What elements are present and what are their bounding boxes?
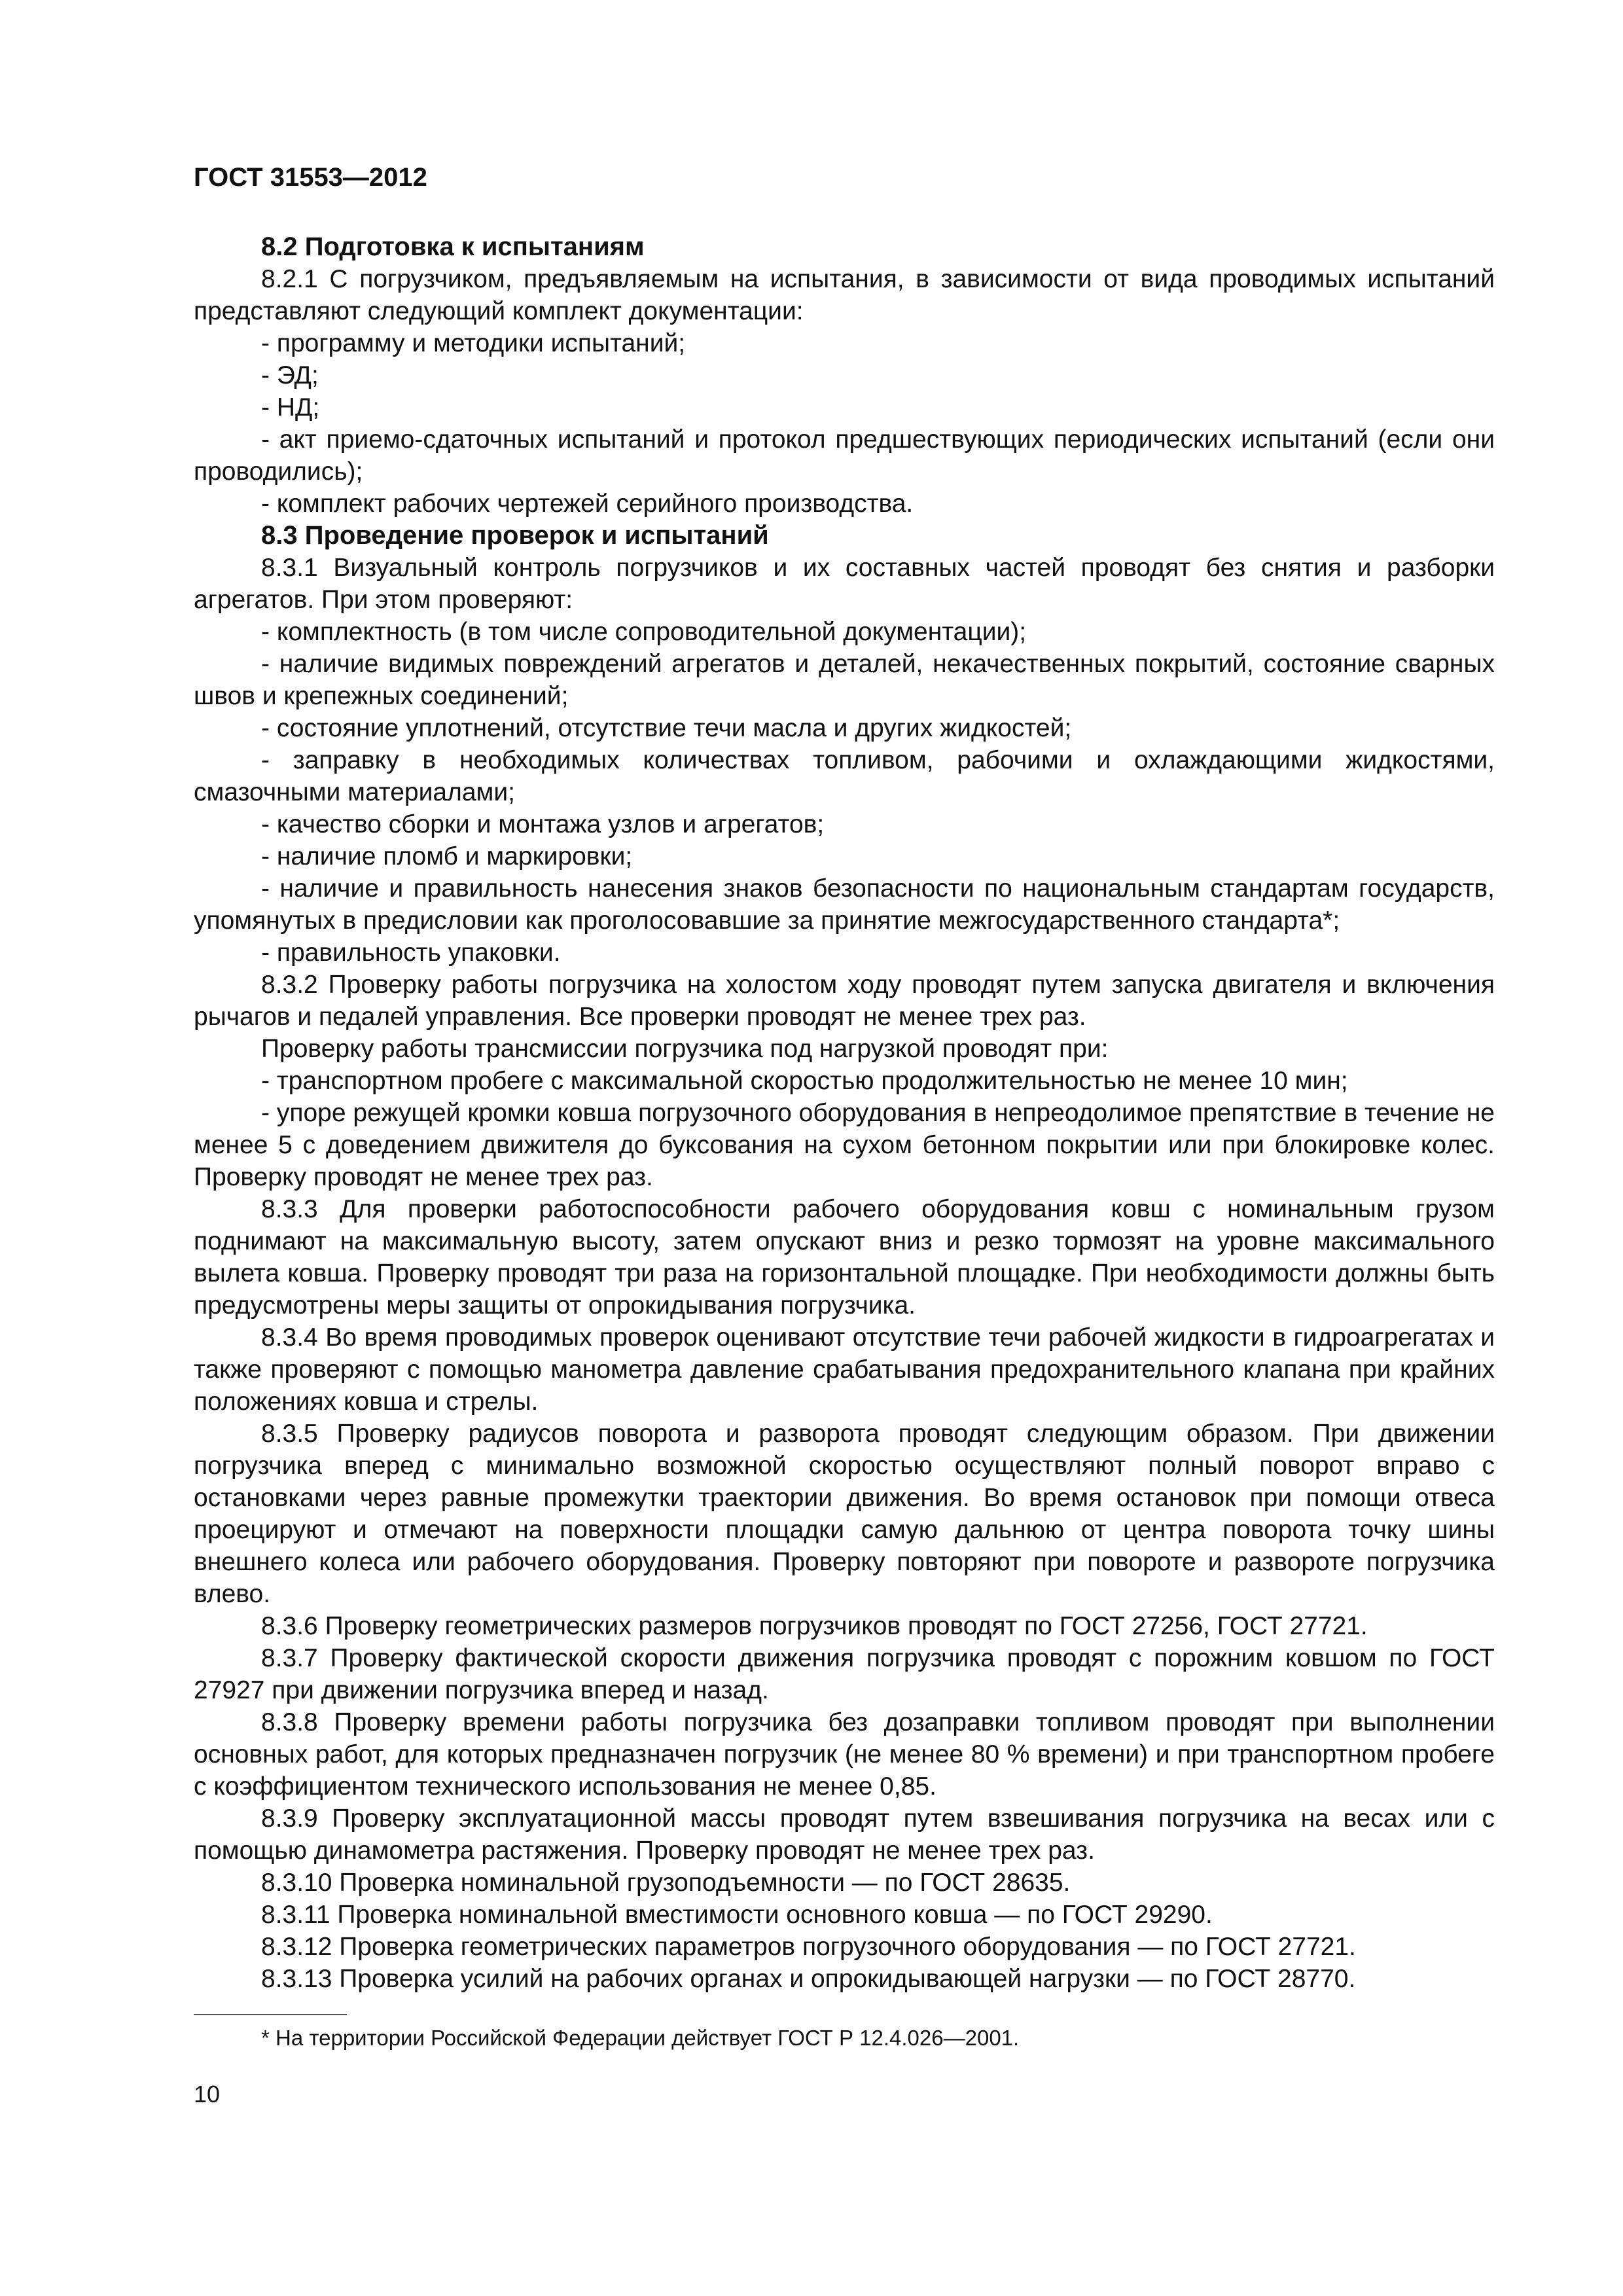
footnote-divider xyxy=(194,2014,347,2015)
paragraph: 8.3.2 Проверку работы погрузчика на холостом ходу проводят путем запуска двигателя и включения рычагов и педалей управления. Все проверки проводят не менее трех раз. xyxy=(194,971,1495,1031)
document-body xyxy=(194,231,1495,1995)
paragraph: 8.3.5 Проверку радиусов поворота и разворота проводят следующим образом. При движении погрузчика вперед с минимально возможной скоростью осуществляют полный поворот вправо с остановками через равные промежутки траектории движения. Во время остановок при помощи отвеса проецируют и отмечают на поверхности площадки самую дальнюю от центра поворота точку шины внешнего колеса или рабочего оборудования. Проверку повторяют при повороте и развороте погрузчика влево. xyxy=(194,1420,1495,1608)
paragraph: 8.3.12 Проверка геометрических параметров погрузочного оборудования — по ГОСТ 27721. xyxy=(261,1933,1356,1961)
paragraph: 8.3.4 Во время проводимых проверок оценивают отсутствие течи рабочей жидкости в гидроагрегатах и также проверяют с помощью манометра давление срабатывания предохранительного клапана при крайних положениях ковша и стрелы. xyxy=(194,1323,1495,1416)
paragraph: - программу и методики испытаний; xyxy=(261,329,686,357)
paragraph: - акт приемо-сдаточных испытаний и протокол предшествующих периодических испытаний (если они проводились); xyxy=(194,425,1495,486)
paragraph: 8.3.8 Проверку времени работы погрузчика без дозаправки топливом проводят при выполнении основных работ, для которых предназначен погрузчик (не менее 80 % времени) и при транспортном пробеге с коэффициентом технического использования не менее 0,85. xyxy=(194,1708,1495,1801)
paragraph: 8.3.6 Проверку геометрических размеров погрузчиков проводят по ГОСТ 27256, ГОСТ 27721. xyxy=(261,1612,1368,1640)
paragraph: 8.3.10 Проверка номинальной грузоподъемности — по ГОСТ 28635. xyxy=(261,1869,1071,1897)
paragraph: - упоре режущей кромки ковша погрузочного оборудования в непреодолимое препятствие в течение не менее 5 с доведением движителя до буксования на сухом бетонном покрытии или при блокировке колес. Проверку проводят не менее трех раз. xyxy=(194,1099,1495,1191)
page-number: 10 xyxy=(194,2081,221,2108)
paragraph: - заправку в необходимых количествах топливом, рабочими и охлаждающими жидкостями, смазочными материалами; xyxy=(194,746,1495,806)
paragraph: - комплектность (в том числе сопроводительной документации); xyxy=(261,618,1027,646)
paragraph: Проверку работы трансмиссии погрузчика под нагрузкой проводят при: xyxy=(261,1035,1109,1063)
paragraph: 8.3.11 Проверка номинальной вместимости основного ковша — по ГОСТ 29290. xyxy=(261,1901,1213,1929)
paragraph: - правильность упаковки. xyxy=(261,939,561,967)
paragraph: 8.2.1 С погрузчиком, предъявляемым на испытания, в зависимости от вида проводимых испытаний представляют следующий комплект документации: xyxy=(194,265,1495,325)
paragraph: 8.3.1 Визуальный контроль погрузчиков и их составных частей проводят без снятия и разборки агрегатов. При этом проверяют: xyxy=(194,554,1495,614)
paragraph: - наличие видимых повреждений агрегатов и деталей, некачественных покрытий, состояние сварных швов и крепежных соединений; xyxy=(194,650,1495,710)
paragraph: - состояние уплотнений, отсутствие течи масла и других жидкостей; xyxy=(261,714,1072,742)
paragraph: - транспортном пробеге с максимальной скоростью продолжительностью не менее 10 мин; xyxy=(261,1067,1348,1095)
paragraph: - качество сборки и монтажа узлов и агрегатов; xyxy=(261,810,825,838)
footnote: * На территории Российской Федерации действует ГОСТ Р 12.4.026—2001. xyxy=(261,2026,1020,2050)
paragraph: - наличие пломб и маркировки; xyxy=(261,842,633,870)
paragraph: - НД; xyxy=(261,393,320,422)
paragraph: - комплект рабочих чертежей серийного производства. xyxy=(261,490,914,518)
section-heading: 8.3 Проведение проверок и испытаний xyxy=(261,521,769,550)
paragraph: 8.3.7 Проверку фактической скорости движения погрузчика проводят с порожним ковшом по ГОСТ 27927 при движении погрузчика вперед и назад. xyxy=(194,1644,1495,1704)
paragraph: 8.3.9 Проверку эксплуатационной массы проводят путем взвешивания погрузчика на весах или с помощью динамометра растяжения. Проверку проводят не менее трех раз. xyxy=(194,1804,1495,1865)
document-header: ГОСТ 31553—2012 xyxy=(194,163,427,192)
paragraph: - наличие и правильность нанесения знаков безопасности по национальным стандартам государств, упомянутых в предисловии как проголосовавшие за принятие межгосударственного стандарта*; xyxy=(194,874,1495,935)
paragraph: - ЭД; xyxy=(261,361,319,389)
section-heading: 8.2 Подготовка к испытаниям xyxy=(261,232,645,261)
paragraph: 8.3.13 Проверка усилий на рабочих органах и опрокидывающей нагрузки — по ГОСТ 28770. xyxy=(261,1965,1356,1993)
paragraph: 8.3.3 Для проверки работоспособности рабочего оборудования ковш с номинальным грузом поднимают на максимальную высоту, затем опускают вниз и резко тормозят на уровне максимального вылета ковша. Проверку проводят три раза на горизонтальной площадке. При необходимости должны быть предусмотрены меры защиты от опрокидывания погрузчика. xyxy=(194,1195,1495,1319)
